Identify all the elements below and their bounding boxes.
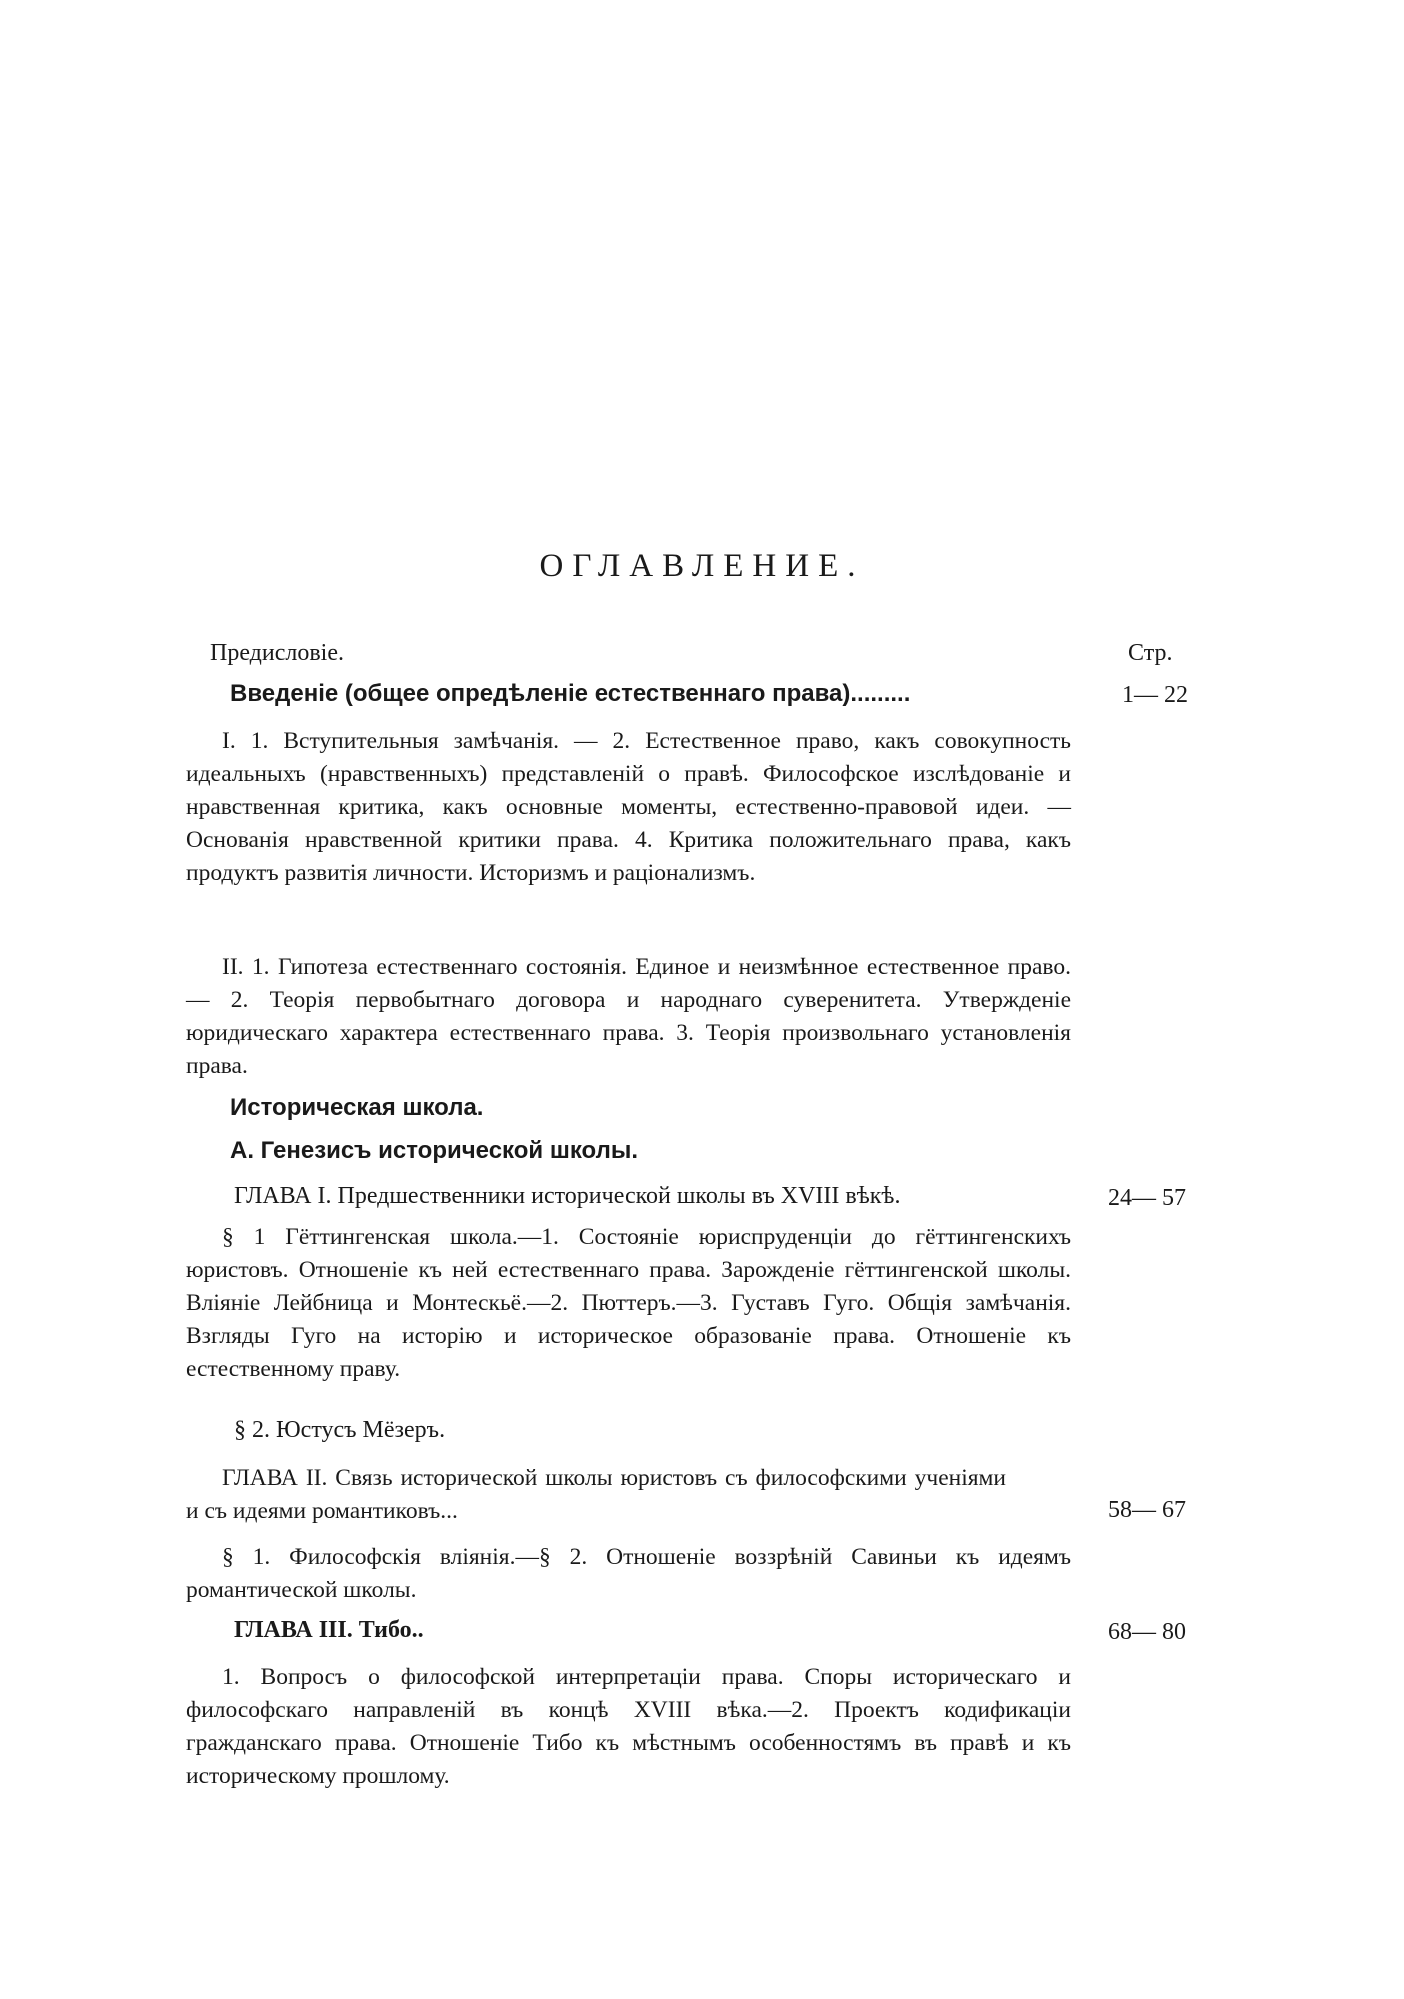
chapter-3-heading: ГЛАВА III. Тибо.. <box>234 1617 424 1643</box>
intro-heading: Введеніе (общее опредѣленіе естественнаго права)......... <box>230 680 911 707</box>
chapter-2-pages: 58— 67 <box>1108 1497 1186 1523</box>
intro-pages: 1— 22 <box>1122 682 1188 708</box>
chapter-1-paragraph-1: § 1 Гёттингенская школа.—1. Состояніе юриспруденціи до гёттингенскихъ юристовъ. Отношеніе къ ней естественнаго права. Зарожденіе гёттингенской школы. Вліяніе Лейбница и Монтескьё.—2. Пюттеръ.—3. Густавъ Гуго. Общія замѣчанія. Взгляды Гуго на исторію и историческое образованіе права. Отношеніе къ естественному праву. <box>186 1224 1071 1382</box>
page-column-header: Стр. <box>1128 640 1173 666</box>
historical-school-heading: Историческая школа. <box>230 1094 484 1121</box>
chapter-1-heading: ГЛАВА I. Предшественники исторической школы въ XVIII вѣкѣ. <box>234 1183 901 1209</box>
chapter-2-heading: ГЛАВА II. Связь исторической школы юристовъ съ философскими ученіями и съ идеями романтиковъ... <box>186 1465 1006 1524</box>
intro-paragraph-1: I. 1. Вступительныя замѣчанія. — 2. Естественное право, какъ совокупность идеальныхъ (нравственныхъ) представленій о правѣ. Философское изслѣдованіе и нравственная критика, какъ основные моменты, естественно-правовой идеи. — Основанія нравственной критики права. 4. Критика положительнаго права, какъ продуктъ развитія личности. Историзмъ и раціонализмъ. <box>186 728 1071 886</box>
chapter-3-pages: 68— 80 <box>1108 1619 1186 1645</box>
page-title: ОГЛАВЛЕНИЕ. <box>539 548 865 584</box>
preface-label: Предисловіе. <box>210 640 345 666</box>
chapter-1-pages: 24— 57 <box>1108 1185 1186 1211</box>
chapter-2-paragraph-1: § 1. Философскія вліянія.—§ 2. Отношеніе воззрѣній Савиньи къ идеямъ романтической школы. <box>186 1544 1071 1603</box>
chapter-1-paragraph-2: § 2. Юстусъ Мёзеръ. <box>234 1417 446 1443</box>
chapter-3-paragraph-1: 1. Вопросъ о философской интерпретаціи права. Споры историческаго и философскаго направленій въ концѣ XVIII вѣка.—2. Проектъ кодификаціи гражданскаго права. Отношеніе Тибо къ мѣстнымъ особенностямъ въ правѣ и къ историческому прошлому. <box>186 1664 1071 1789</box>
section-a-heading: А. Генезисъ исторической школы. <box>230 1137 638 1164</box>
intro-paragraph-2: II. 1. Гипотеза естественнаго состоянія. Единое и неизмѣнное естественное право. — 2. Теорія первобытнаго договора и народнаго суверенитета. Утвержденіе юридическаго характера естественнаго права. 3. Теорія произвольнаго установленія права. <box>186 954 1071 1079</box>
